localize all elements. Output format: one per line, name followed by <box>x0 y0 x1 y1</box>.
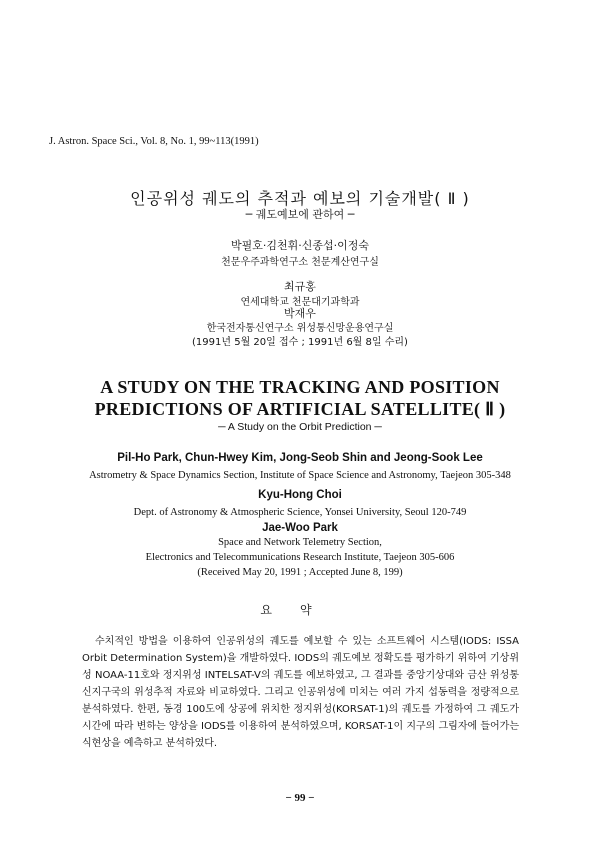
english-title-line-2: PREDICTIONS OF ARTIFICIAL SATELLITE( Ⅱ ) <box>94 399 506 419</box>
korean-author-3: 박재우 <box>284 307 316 320</box>
korean-received-date: (1991년 5월 20일 접수 ; 1991년 6월 8일 수리) <box>192 337 408 348</box>
english-affiliation-1: Astrometry & Space Dynamics Section, Institute of Space Science and Astronomy, Taejeon 305-348 <box>89 470 511 481</box>
english-title-line-1: A STUDY ON THE TRACKING AND POSITION <box>100 377 500 397</box>
korean-title: 인공위성 궤도의 추적과 예보의 기술개발( Ⅱ ) <box>130 189 470 208</box>
english-affiliation-3-line-2: Electronics and Telecommunications Research Institute, Taejeon 305-606 <box>145 552 455 563</box>
english-received-date: (Received May 20, 1991 ; Accepted June 8, 199) <box>197 567 403 578</box>
english-author-2: Kyu-Hong Choi <box>258 489 342 501</box>
english-author-3: Jae-Woo Park <box>262 522 338 534</box>
english-affiliation-3-line-1: Space and Network Telemetry Section, <box>218 537 382 548</box>
korean-affiliation-1: 천문우주과학연구소 천문계산연구실 <box>221 257 379 268</box>
abstract-heading: 요약 <box>260 603 340 617</box>
korean-affiliation-3: 한국전자통신연구소 위성통신망운용연구실 <box>206 323 394 334</box>
journal-reference: J. Astron. Space Sci., Vol. 8, No. 1, 99~113(1991) <box>49 136 259 147</box>
abstract-body: 수치적인 방법을 이용하여 인공위성의 궤도를 예보할 수 있는 소프트웨어 시스템(IODS: ISSA Orbit Determination System)을 개발하였다. IODS의 궤도예보 정확도를 평가하기 위하여 기상위성 NOAA-11호와 정지위성 INTELSAT-V의 궤도를 예보하였고, 그 결과를 중앙기상대와 금산 위성통신지구국의 위성추적 자료와 비교하였다. 그리고 인공위성에 미치는 여러 가지 섭동력을 정량적으로 분석하였다. 한편, 동경 100도에 상공에 위치한 정지위성(KORSAT-1)의 궤도를 가정하여 그 궤도가 시간에 따라 변하는 양상을 IODS를 이용하여 분석하였으며, KORSAT-1이 지구의 그림자에 들어가는 식현상을 예측하고 분석하였다. <box>82 636 519 749</box>
korean-affiliation-2: 연세대학교 천문대기과학과 <box>240 297 360 308</box>
english-subtitle: ─ A Study on the Orbit Prediction ─ <box>218 421 382 433</box>
korean-authors-1: 박필호·김천휘·신종섭·이정숙 <box>230 239 369 252</box>
korean-author-2: 최규홍 <box>284 280 316 293</box>
english-authors-1: Pil-Ho Park, Chun-Hwey Kim, Jong-Seob Shin and Jeong-Sook Lee <box>117 452 483 464</box>
korean-subtitle: ─ 궤도예보에 관하여 ─ <box>245 208 355 221</box>
page-number: − 99 − <box>285 792 315 804</box>
english-affiliation-2: Dept. of Astronomy & Atmospheric Science, Yonsei University, Seoul 120-749 <box>133 507 467 518</box>
